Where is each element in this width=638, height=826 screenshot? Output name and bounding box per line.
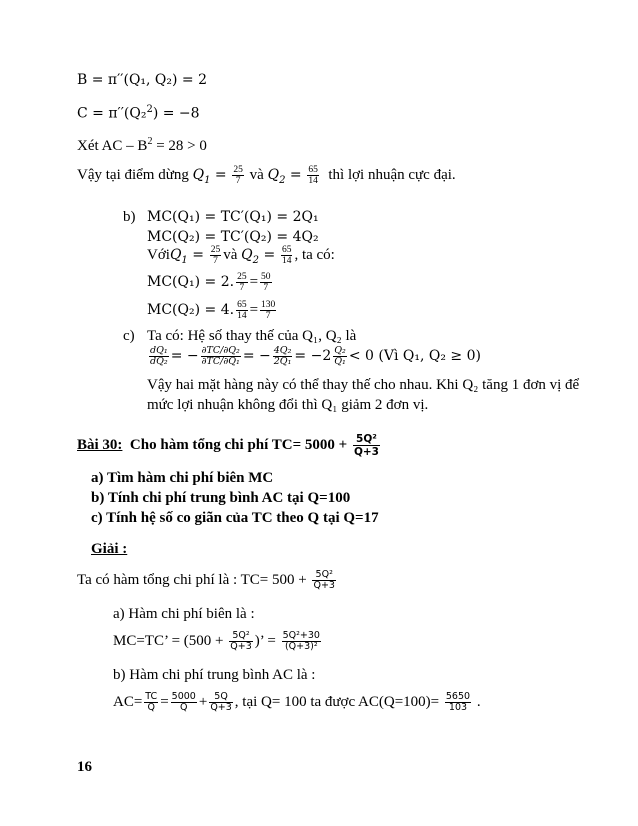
ac-fraction-1: $\frac{TC}{Q}$ [145, 691, 158, 713]
ratio-fraction: $\frac{\text{4Q₂}}{\text{2Q₁}}$ [273, 345, 292, 367]
ac-prefix: AC= [113, 693, 143, 710]
solution-b-title: b) Hàm chi phí trung bình AC là : [113, 667, 316, 683]
tc-intro-text: Ta có hàm tổng chi phí là : TC= 500 + [77, 571, 307, 588]
bai30-heading [77, 433, 382, 458]
mc1-value-prefix: MC(Q₁) = 2. [147, 273, 235, 290]
q2-fraction: $\frac{65}{14}$ [308, 165, 318, 186]
line-b: B = π′′(Q₁, Q₂) = 2 [77, 72, 208, 88]
tc-intro-line [77, 570, 338, 591]
with-suffix: , ta có: [294, 246, 335, 263]
derivative-tail: < 0 (Vì Q₁, Q₂ ≥ 0) [348, 347, 481, 364]
ac-fraction-2: $\frac{5000}{Q}$ [171, 691, 196, 713]
ac-line: AC= $\frac{TC}{Q}$ = $\frac{5000}{Q}$ + $\frac{5Q}{Q+3}$ , tại Q= 100 ta được AC(Q=100)= $\frac{5650}{103}$ . [113, 691, 481, 713]
with-mid: và [223, 246, 238, 263]
ac-mid: , tại Q= 100 ta được AC(Q=100)= [234, 693, 440, 710]
bai30-label: Bài 30: [77, 436, 123, 453]
line-c: C = π′′(Q₂$^2$) = −8 [77, 104, 200, 122]
part-c-text: Ta có: Hệ số thay thế của Q₁, Q₂ là [147, 328, 357, 344]
conclusion-line: Vậy tại điểm dừng $Q_1$ = $\frac{25}{7}$ và $Q_2$ = $\frac{65}{14}$ thì lợi nhuận cực đại. [77, 165, 456, 186]
task-c: c) Tính hệ số co giãn của TC theo Q tại Q=17 [91, 510, 379, 526]
mc2-value-fraction: $\frac{65}{14}$ [237, 300, 247, 321]
conclusion-prefix: Vậy tại điểm dừng [77, 166, 189, 183]
part-c-explain-2: mức lợi nhuận không đổi thì Q₁ giảm 2 đơn vị. [147, 397, 429, 413]
page-number: 16 [77, 759, 92, 775]
line-c-suffix: ) = −8 [152, 105, 200, 122]
conclusion-suffix: thì lợi nhuận cực đại. [328, 166, 456, 183]
bai30-fraction: $\frac{\text{5Q²}}{Q+3}$ [353, 433, 379, 458]
with-line: VớiQ$_1$ = $\frac{25}{7}$ và $Q_2$ = $\frac{65}{14}$ , ta có: [147, 245, 335, 266]
with-prefix: Với [147, 246, 170, 263]
part-b-label: b) [123, 209, 136, 225]
mc2-line: MC(Q₂) = TC′(Q₂) = 4Q₂ [147, 229, 319, 245]
partial-tc-fraction: $\frac{\text{∂TC/∂Q₂}}{\text{∂TC/∂Q₁}}$ [201, 345, 240, 367]
mc-prefix: MC=TC’ = (500 + [113, 632, 224, 649]
tc-intro-fraction: $\frac{\text{5Q²}}{Q+3}$ [313, 569, 335, 591]
mc2-value-line: MC(Q₂) = 4. $\frac{65}{14}$ = $\frac{130}{7}$ [147, 300, 276, 321]
with-q2-fraction: $\frac{65}{14}$ [281, 245, 292, 266]
line-ac: Xét AC – $B^2 = 28 > 0$ [77, 136, 207, 154]
bai30-text: Cho hàm tổng chi phí TC= 5000 + [129, 436, 348, 453]
task-a: a) Tìm hàm chi phí biên MC [91, 470, 274, 486]
mc1-value-fraction: $\frac{25}{7}$ [237, 272, 247, 293]
part-c-explain-1: Vậy hai mặt hàng này có thể thay thế cho nhau. Khi Q₂ tăng 1 đơn vị để [147, 377, 580, 393]
derivative-line: $\frac{\text{dQ₁}}{\text{dQ₂}}$ = − $\frac{\text{∂TC/∂Q₂}}{\text{∂TC/∂Q₁}}$ = − $\frac{\text{4Q₂}}{\text{2Q₁}}$ = −2 $\frac{\text{Q₂}}{\text{Q₁}}$ < 0 (Vì Q₁, Q₂ ≥ 0) [150, 345, 481, 367]
dq-fraction: $\frac{\text{dQ₁}}{\text{dQ₂}}$ [150, 345, 168, 367]
solution-heading: Giải : [91, 541, 128, 557]
mc2-value-prefix: MC(Q₂) = 4. [147, 301, 235, 318]
line-ac-text: Xét AC – B [77, 138, 148, 154]
mc-result-fraction: $\frac{\text{5Q²+30}}{\text{(Q+3)²}}$ [282, 630, 320, 652]
solution-a-title: a) Hàm chi phí biên là : [113, 606, 255, 622]
line-ac-rest: = 28 > 0 [152, 138, 207, 154]
ac-result-fraction: $\frac{5650}{103}$ [445, 691, 471, 713]
mc-line [113, 631, 323, 652]
q1-fraction: $\frac{25}{7}$ [233, 165, 243, 186]
mc1-result-fraction: $\frac{50}{7}$ [261, 272, 271, 293]
q-ratio-fraction: $\frac{\text{Q₂}}{\text{Q₁}}$ [334, 345, 346, 367]
task-b: b) Tính chi phí trung bình AC tại Q=100 [91, 490, 351, 506]
with-q1-fraction: $\frac{25}{7}$ [210, 245, 221, 266]
part-c-label: c) [123, 328, 135, 344]
ac-fraction-3: $\frac{5Q}{Q+3}$ [210, 691, 232, 713]
mc-mid: )’ = [254, 632, 276, 649]
mc-tc-fraction: $\frac{\text{5Q²}}{Q+3}$ [230, 630, 252, 652]
mc1-line: MC(Q₁) = TC′(Q₁) = 2Q₁ [147, 209, 319, 225]
line-c-prefix: C = π′′(Q₂ [77, 105, 147, 122]
mc1-value-line: MC(Q₁) = 2. $\frac{25}{7}$ = $\frac{50}{7}$ [147, 272, 271, 293]
conclusion-mid: và [249, 166, 264, 183]
mc2-result-fraction: $\frac{130}{7}$ [261, 300, 276, 321]
